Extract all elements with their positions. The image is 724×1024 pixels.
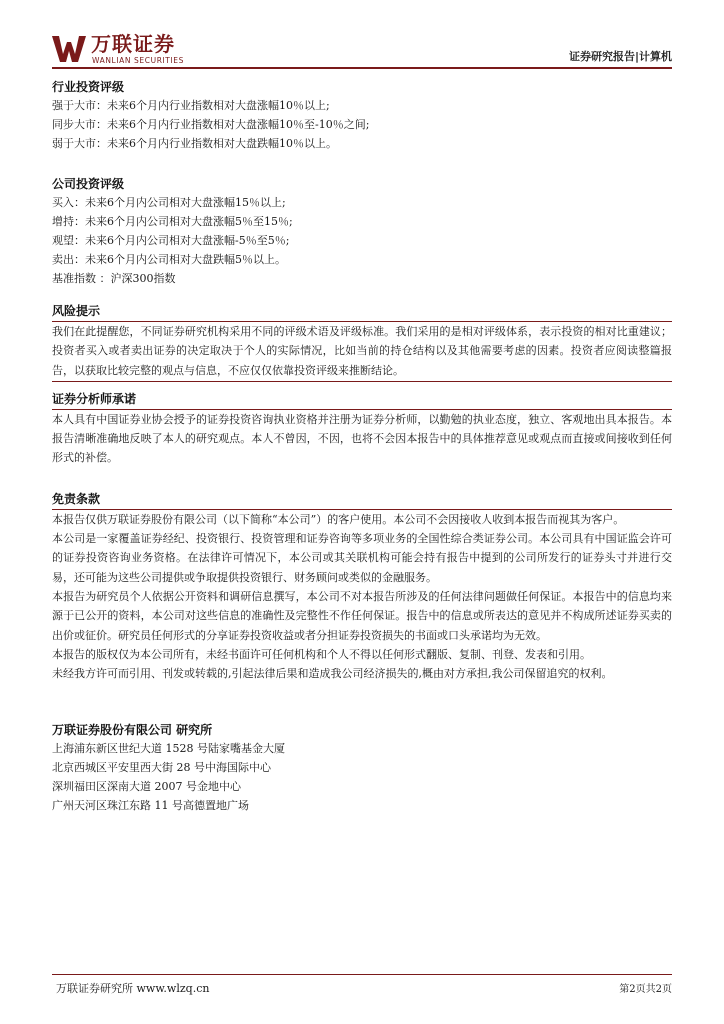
logo-chinese-name: 万联证券 (91, 32, 175, 56)
logo-english-name: WANLIAN SECURITIES (92, 56, 185, 65)
company-rating-line: 增持：未来6个月内公司相对大盘涨幅5％至15％; (52, 215, 293, 228)
disclaimer-paragraph: 本公司是一家覆盖证券经纪、投资银行、投资管理和证券咨询等多项业务的全国性综合类证券公司。本公司具有中国证监会许可的证券投资咨询业务资格。在法律许可情况下，本公司或其关联机构可能会持有报告中提到的公司所发行的证券头寸并进行交易，还可能为这些公司提供或争取提供投资银行、财务顾问或类似的金融服务。 (52, 532, 672, 584)
company-rating-line: 买入：未来6个月内公司相对大盘涨幅15％以上; (52, 196, 286, 209)
industry-rating-line: 强于大市：未来6个月内行业指数相对大盘涨幅10％以上; (52, 99, 330, 112)
company-address: 北京西城区平安里西大街 28 号中海国际中心 (52, 761, 271, 775)
disclaimer-paragraph: 未经我方许可而引用、刊发或转载的,引起法律后果和造成我公司经济损失的,概由对方承担,我公司保留追究的权利。 (52, 667, 613, 681)
page-number: 第2页共2页 (619, 984, 672, 995)
risk-text: 我们在此提醒您，不同证券研究机构采用不同的评级术语及评级标准。我们采用的是相对评级体系，表示投资的相对比重建议；投资者买入或者卖出证券的决定取决于个人的实际情况，比如当前的持仓结构以及其他需要考虑的因素。投资者应阅读整篇报告，以获取比较完整的观点与信息，不应仅仅依靠投资评级来推断结论。 (52, 325, 672, 377)
company-title: 万联证券股份有限公司 研究所 (52, 723, 213, 738)
company-rating-title: 公司投资评级 (52, 177, 125, 191)
company-rating-line: 卖出：未来6个月内公司相对大盘跌幅5％以上。 (52, 253, 286, 266)
page-content (52, 78, 672, 815)
footer-source: 万联证券研究所 www.wlzq.cn (56, 982, 210, 995)
industry-rating-title: 行业投资评级 (52, 80, 125, 94)
disclaimer-title: 免责条款 (52, 491, 101, 506)
company-address: 广州天河区珠江东路 11 号高德置地广场 (52, 799, 249, 813)
analyst-title: 证券分析师承诺 (52, 391, 137, 406)
industry-rating-line: 弱于大市：未来6个月内行业指数相对大盘跌幅10％以上。 (52, 137, 337, 150)
analyst-text: 本人具有中国证券业协会授予的证券投资咨询执业资格并注册为证券分析师，以勤勉的执业态度，独立、客观地出具本报告。本报告清晰准确地反映了本人的研究观点。本人不曾因，不因，也将不会因本报告中的具体推荐意见或观点而直接或间接收到任何形式的补偿。 (52, 412, 672, 465)
risk-title: 风险提示 (52, 304, 101, 318)
industry-rating-line: 同步大市：未来6个月内行业指数相对大盘涨幅10％至-10％之间; (52, 118, 370, 131)
company-rating-line: 观望：未来6个月内公司相对大盘涨幅-5％至5％; (52, 234, 290, 247)
benchmark-index: 基准指数 ：沪深300指数 (52, 272, 176, 285)
disclaimer-paragraph: 本报告仅供万联证券股份有限公司（以下简称“本公司”）的客户使用。本公司不会因接收人收到本报告而视其为客户。 (52, 512, 625, 526)
wanlian-logo-icon (52, 34, 86, 64)
header-divider (52, 67, 672, 69)
disclaimer-paragraph: 本报告为研究员个人依据公开资料和调研信息撰写，本公司不对本报告所涉及的任何法律问题做任何保证。本报告中的信息均来源于已公开的资料，本公司对这些信息的准确性及完整性不作任何保证。报告中的信息或所表达的意见并不构成所述证券买卖的出价或征价。研究员任何形式的分享证券投资收益或者分担证券投资损失的书面或口头承诺均为无效。 (52, 589, 672, 642)
company-address: 深圳福田区深南大道 2007 号金地中心 (52, 780, 241, 794)
disclaimer-paragraph: 本报告的版权仅为本公司所有，未经书面许可任何机构和个人不得以任何形式翻版、复制、刊登、发表和引用。 (52, 647, 591, 661)
footer-divider (52, 974, 672, 975)
company-address: 上海浦东新区世纪大道 1528 号陆家嘴基金大厦 (52, 742, 285, 756)
report-tag: 证券研究报告|计算机 (568, 50, 672, 63)
